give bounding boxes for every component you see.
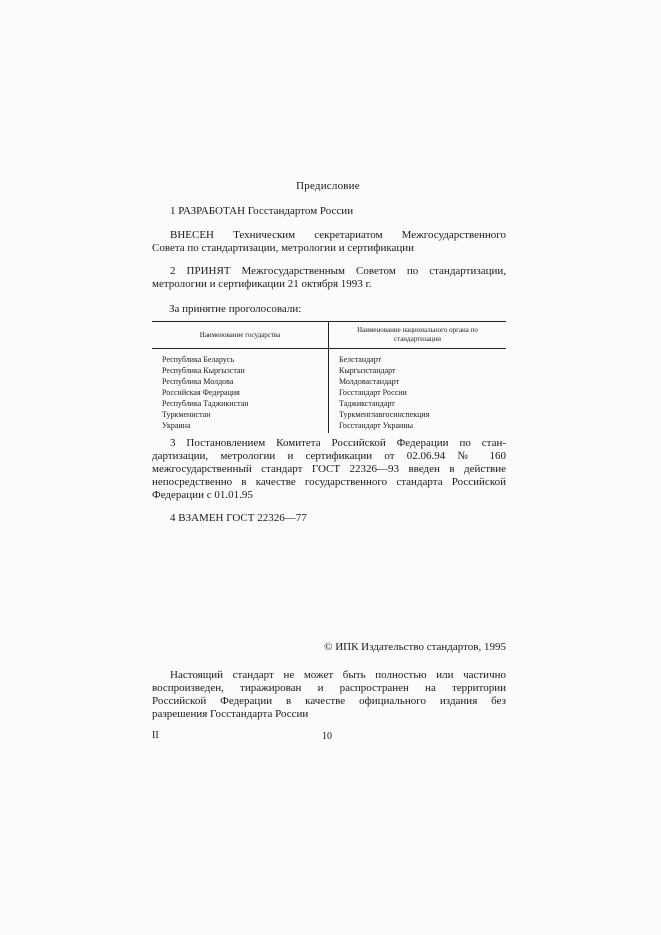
introduced-paragraph [152, 229, 506, 255]
table-row [152, 376, 506, 387]
standards-body: Молдовастандарт [339, 377, 400, 386]
reproduction-notice [152, 669, 506, 721]
standards-body: Госстандарт Украины [339, 421, 413, 430]
standards-body: Госстандарт России [339, 388, 407, 397]
state-name: Украина [152, 420, 329, 433]
standards-body: Туркменглавгосинспекция [339, 410, 430, 419]
state-name: Республика Кыргызстан [152, 365, 329, 376]
roman-page-marker: II [152, 730, 159, 741]
item-4-replaces [152, 512, 506, 525]
standards-body: Таджикстандарт [339, 399, 395, 408]
notice-line-1: Настоящий стандарт не может быть полностью или частично [170, 669, 506, 681]
introduced-line-2: Совета по стандартизации, метрологии и сертификации [152, 242, 415, 254]
item-3-line-1: 3 Постановлением Комитета Российской Федерации по стан- [170, 437, 506, 449]
preface-heading: Предисловие [296, 180, 360, 192]
table-row [152, 365, 506, 376]
vote-label: За принятие проголосовали: [169, 303, 302, 315]
table-row [152, 409, 506, 420]
state-name: Туркменистан [152, 409, 329, 420]
header-state-name: Наименование государства [152, 322, 329, 349]
state-name: Российская Федерация [152, 387, 329, 398]
state-name: Республика Молдова [152, 376, 329, 387]
state-name: Республика Таджикистан [152, 398, 329, 409]
standards-body: Белстандарт [339, 355, 382, 364]
item-2-line-1: 2 ПРИНЯТ Межгосударственным Советом по стандартизации, [170, 265, 506, 277]
table-row [152, 349, 506, 366]
item-3-resolution [152, 437, 506, 502]
table-row [152, 387, 506, 398]
standards-body: Кыргызстандарт [339, 366, 396, 375]
notice-line-3: Российской Федерации в качестве официального издания без [152, 695, 506, 707]
table-row [152, 398, 506, 409]
copyright-line: © ИПК Издательство стандартов, 1995 [324, 641, 506, 653]
item-2-line-2: метрологии и сертификации 21 октября 1993 г. [152, 278, 372, 290]
state-name: Республика Беларусь [152, 349, 329, 366]
voting-states-table [152, 321, 506, 433]
page-number: 10 [322, 731, 332, 742]
item-2-adopted [152, 265, 506, 291]
notice-line-2: воспроизведен, тиражирован и распространен на территории [152, 682, 506, 694]
item-3-line-5: Федерации с 01.01.95 [152, 489, 253, 501]
header-standards-body: Наименование национального органа по стандартизации [329, 322, 507, 349]
item-1-text: 1 РАЗРАБОТАН Госстандартом России [170, 205, 354, 217]
item-3-line-3: межгосударственный стандарт ГОСТ 22326—93 введен в действие [152, 463, 506, 475]
table-header-row [152, 322, 506, 349]
item-1-developed [152, 205, 506, 218]
table-row [152, 420, 506, 433]
notice-line-4: разрешения Госстандарта России [152, 708, 309, 720]
item-3-line-4: непосредственно в качестве государственного стандарта Российской [152, 476, 506, 488]
item-3-line-2: дартизации, метрологии и сертификации от 02.06.94 № 160 [152, 450, 506, 462]
item-4-text: 4 ВЗАМЕН ГОСТ 22326—77 [170, 512, 307, 524]
introduced-line-1: ВНЕСЕН Техническим секретариатом Межгосударственного [170, 229, 506, 241]
